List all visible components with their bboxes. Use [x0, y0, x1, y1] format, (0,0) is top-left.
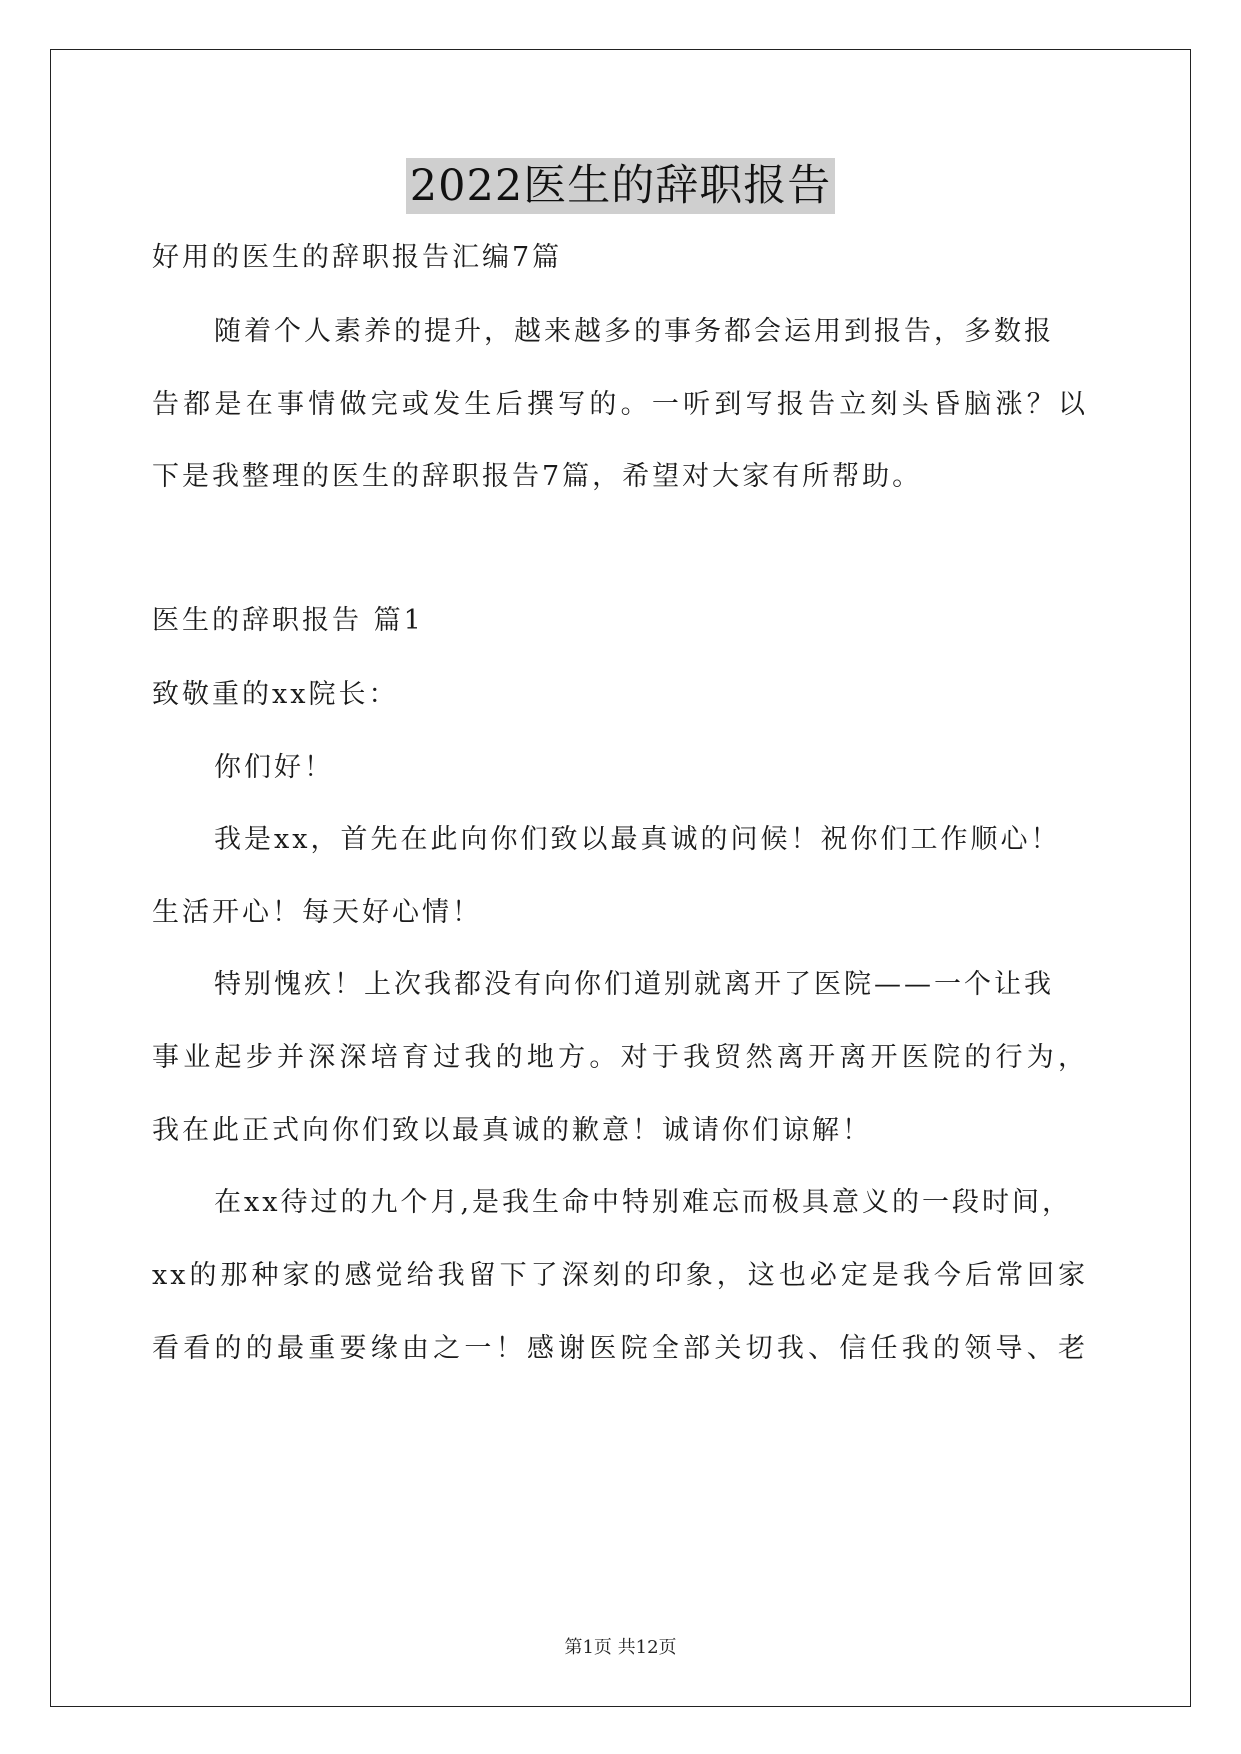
salutation: 致敬重的xx院长： [152, 679, 399, 710]
intro-line-1: 随着个人素养的提升，越来越多的事务都会运用到报告，多数报 [214, 316, 1054, 347]
page-number: 第1页 共12页 [564, 1637, 677, 1658]
body-line-8: 看看的的最重要缘由之一！感谢医院全部关切我、信任我的领导、老 [152, 1333, 1088, 1364]
body-line-1: 我是xx，首先在此向你们致以最真诚的问候！祝你们工作顺心！ [214, 824, 1061, 855]
body-line-5: 我在此正式向你们致以最真诚的歉意！诚请你们谅解！ [152, 1115, 872, 1146]
body-line-6: 在xx待过的九个月,是我生命中特别难忘而极具意义的一段时间， [214, 1187, 1073, 1218]
body-line-4: 事业起步并深深培育过我的地方。对于我贸然离开离开医院的行为， [152, 1042, 1088, 1073]
body-line-3: 特别愧疚！上次我都没有向你们道别就离开了医院——一个让我 [214, 969, 1054, 1000]
intro-line-3: 下是我整理的医生的辞职报告7篇，希望对大家有所帮助。 [152, 461, 923, 492]
document-title: 2022医生的辞职报告 [406, 158, 835, 214]
title-container [0, 158, 1241, 214]
intro-line-2: 告都是在事情做完或发生后撰写的。一听到写报告立刻头昏脑涨？以 [152, 389, 1088, 420]
greeting: 你们好！ [214, 752, 334, 783]
body-line-2: 生活开心！每天好心情！ [152, 897, 482, 928]
document-subtitle: 好用的医生的辞职报告汇编7篇 [152, 242, 563, 273]
section-heading: 医生的辞职报告 篇1 [152, 605, 424, 636]
body-line-7: xx的那种家的感觉给我留下了深刻的印象，这也必定是我今后常回家 [152, 1260, 1088, 1291]
page-border [50, 49, 1191, 1707]
